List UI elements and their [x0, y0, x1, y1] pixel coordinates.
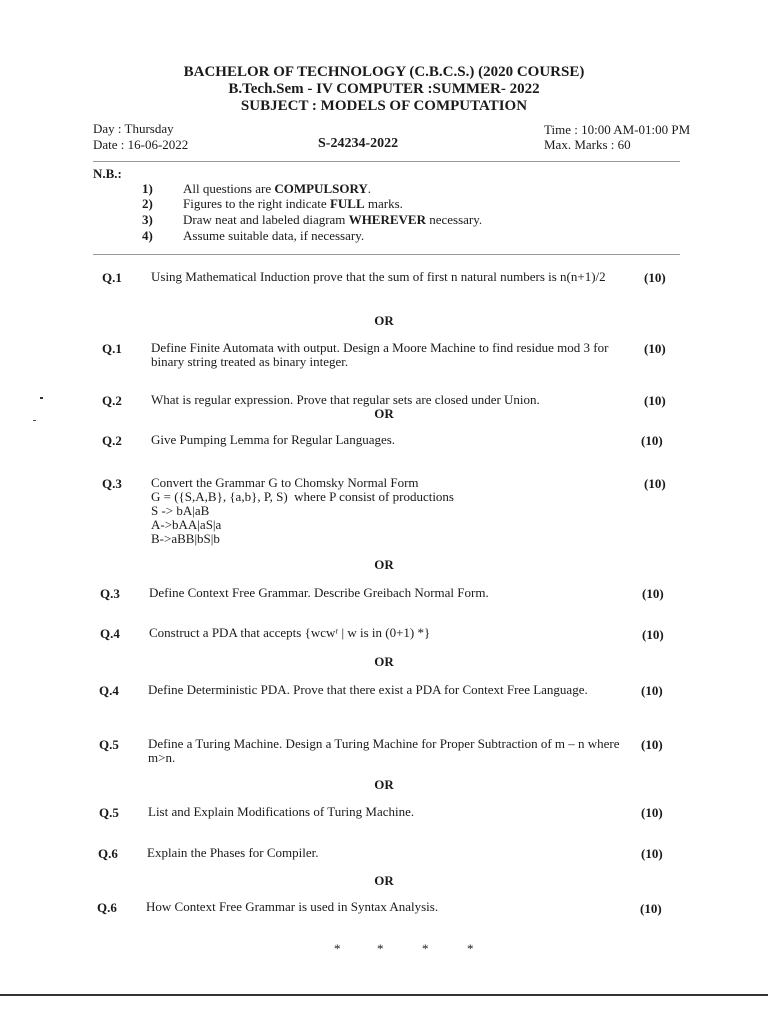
exam-semester: B.Tech.Sem - IV COMPUTER :SUMMER- 2022: [228, 81, 540, 97]
or-separator: OR: [374, 557, 394, 572]
or-separator: OR: [374, 313, 394, 328]
question-number: Q.6: [98, 846, 118, 861]
question-number: Q.5: [99, 805, 119, 820]
question-marks: (10): [641, 846, 663, 861]
end-marker: *: [334, 941, 341, 956]
question-marks: (10): [641, 737, 663, 752]
nb-item-number: 2): [142, 196, 153, 211]
question-marks: (10): [642, 586, 664, 601]
question-text: List and Explain Modifications of Turing Machine.: [148, 804, 415, 819]
question-number: Q.1: [102, 270, 122, 285]
question-marks: (10): [644, 476, 666, 491]
question-text: Explain the Phases for Compiler.: [147, 845, 319, 860]
question-marks: (10): [640, 901, 662, 916]
exam-date: Date : 16-06-2022: [93, 137, 189, 152]
paper-code: S-24234-2022: [318, 136, 399, 151]
question-number: Q.6: [97, 900, 117, 915]
question-number: Q.5: [99, 737, 119, 752]
question-number: Q.4: [100, 626, 120, 641]
question-text: Define Context Free Grammar. Describe Greibach Normal Form.: [149, 585, 489, 600]
or-separator: OR: [374, 654, 394, 669]
question-marks: (10): [641, 805, 663, 820]
end-marker: *: [422, 941, 429, 956]
exam-day: Day : Thursday: [93, 121, 174, 136]
nb-item-text: Assume suitable data, if necessary.: [183, 228, 365, 243]
nb-item-number: 1): [142, 181, 153, 196]
question-number: Q.2: [102, 433, 122, 448]
question-marks: (10): [644, 341, 666, 356]
question-text: Convert the Grammar G to Chomsky Normal Form G = ({S,A,B}, {a,b}, P, S) where P consist of productions S -> bA|aB A->bAA|aS|a B->aBB|bS|b: [151, 475, 454, 546]
exam-title: BACHELOR OF TECHNOLOGY (C.B.C.S.) (2020 COURSE): [183, 64, 585, 80]
or-separator: OR: [374, 873, 394, 888]
question-text: Define Finite Automata with output. Design a Moore Machine to find residue mod 3 for binary string treated as binary integer.: [151, 340, 609, 369]
question-text: What is regular expression. Prove that regular sets are closed under Union.: [151, 392, 540, 407]
question-text: Using Mathematical Induction prove that the sum of first n natural numbers is n(n+1)/2: [151, 269, 606, 284]
nb-item-number: 4): [142, 228, 153, 243]
question-number: Q.3: [102, 476, 122, 491]
nb-item-number: 3): [142, 212, 153, 227]
question-text: How Context Free Grammar is used in Syntax Analysis.: [146, 899, 439, 914]
question-text: Give Pumping Lemma for Regular Languages.: [151, 432, 396, 447]
question-number: Q.1: [102, 341, 122, 356]
or-separator: OR: [374, 406, 394, 421]
divider-top: [93, 161, 680, 162]
end-marker: *: [467, 941, 474, 956]
question-number: Q.2: [102, 393, 122, 408]
question-marks: (10): [641, 683, 663, 698]
question-text: Construct a PDA that accepts {wcwʳ | w is in (0+1) *}: [149, 625, 431, 640]
question-text: Define Deterministic PDA. Prove that there exist a PDA for Context Free Language.: [148, 682, 588, 697]
divider-nb: [93, 254, 680, 255]
or-separator: OR: [374, 777, 394, 792]
question-marks: (10): [644, 393, 666, 408]
scan-speck: [33, 420, 36, 421]
nb-item-text: Draw neat and labeled diagram WHEREVER necessary.: [183, 212, 483, 227]
question-text: Define a Turing Machine. Design a Turing Machine for Proper Subtraction of m – n where m>n.: [148, 736, 620, 765]
question-marks: (10): [644, 270, 666, 285]
exam-subject: SUBJECT : MODELS OF COMPUTATION: [240, 98, 528, 114]
nb-label: N.B.:: [93, 166, 122, 181]
question-marks: (10): [642, 627, 664, 642]
nb-item-text: All questions are COMPULSORY.: [183, 181, 372, 196]
question-number: Q.4: [99, 683, 119, 698]
end-marker: *: [377, 941, 384, 956]
question-marks: (10): [641, 433, 663, 448]
exam-time: Time : 10:00 AM-01:00 PM: [544, 122, 691, 137]
question-number: Q.3: [100, 586, 120, 601]
nb-item-text: Figures to the right indicate FULL marks.: [183, 196, 403, 211]
max-marks: Max. Marks : 60: [544, 137, 631, 152]
bottom-rule: [0, 994, 768, 996]
scan-speck: [40, 397, 43, 399]
